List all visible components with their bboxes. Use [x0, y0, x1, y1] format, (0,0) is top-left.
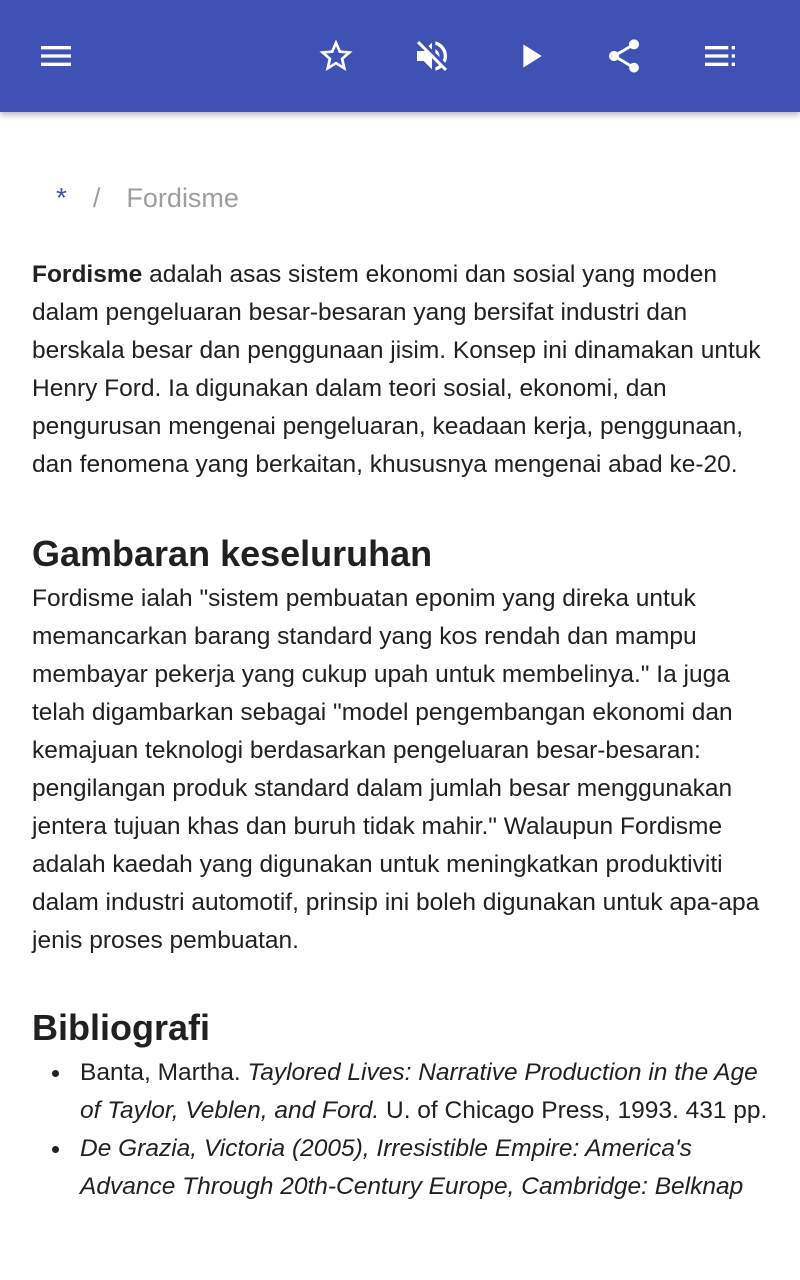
table-of-contents-icon	[700, 36, 740, 76]
overview-paragraph: Fordisme ialah "sistem pembuatan eponim yang direka untuk memancarkan barang standard yang kos rendah dan mampu membayar pekerja yang cukup upah untuk membelinya." Ia juga telah digambarkan sebagai "model pengembangan ekonomi dan kemajuan teknologi berdasarkan pengeluaran besar-besaran: pengilangan produk standard dalam jumlah besar menggunakan jentera tujuan khas dan buruh tidak mahir." Walaupun Fordisme adalah kaedah yang digunakan untuk meningkatkan produktiviti dalam industri automotif, prinsip ini boleh digunakan untuk apa-apa jenis proses pembuatan.	[32, 585, 760, 954]
app-bar	[0, 0, 800, 112]
bibliography-item	[80, 1054, 772, 1130]
bibliography-list	[32, 1054, 772, 1206]
bibliography-title: De Grazia, Victoria (2005), Irresistible Empire: America's Advance Through 20th-Century Europe, Cambridge: Belknap	[80, 1135, 744, 1200]
contents-button[interactable]	[688, 24, 752, 88]
overview-heading: Gambaran keseluruhan	[32, 533, 433, 574]
share-button[interactable]	[592, 24, 656, 88]
intro-term: Fordisme	[32, 261, 143, 288]
bibliography-heading: Bibliografi	[32, 1007, 210, 1048]
share-icon	[604, 36, 644, 76]
intro-text: adalah asas sistem ekonomi dan sosial yang moden dalam pengeluaran besar-besaran yang bersifat industri dan berskala besar dan penggunaan jisim. Konsep ini dinamakan untuk Henry Ford. Ia digunakan dalam teori sosial, ekonomi, dan pengurusan mengenai pengeluaran, keadaan kerja, penggunaan, dan fenomena yang berkaitan, khususnya mengenai abad ke-20.	[32, 261, 761, 478]
article-content	[0, 112, 800, 1280]
mute-button[interactable]	[400, 24, 464, 88]
menu-icon	[36, 36, 76, 76]
bibliography-title: Taylored Lives: Narrative Production in the Age of Taylor, Veblen, and Ford.	[80, 1059, 758, 1124]
intro-paragraph	[32, 256, 772, 484]
favorite-button[interactable]	[304, 24, 368, 88]
bibliography-author: Banta, Martha.	[80, 1059, 248, 1086]
breadcrumb-current: Fordisme	[126, 183, 239, 213]
bibliography-publisher: U. of Chicago Press, 1993. 431 pp.	[379, 1097, 768, 1124]
bibliography-item	[80, 1130, 772, 1206]
breadcrumb	[56, 180, 239, 216]
play-button[interactable]	[498, 24, 562, 88]
breadcrumb-separator: /	[92, 183, 101, 213]
article-body	[32, 256, 772, 1206]
play-icon	[510, 36, 550, 76]
star-outline-icon	[316, 36, 356, 76]
breadcrumb-home-link[interactable]: *	[56, 182, 67, 213]
volume-off-icon	[412, 36, 452, 76]
menu-button[interactable]	[24, 24, 88, 88]
